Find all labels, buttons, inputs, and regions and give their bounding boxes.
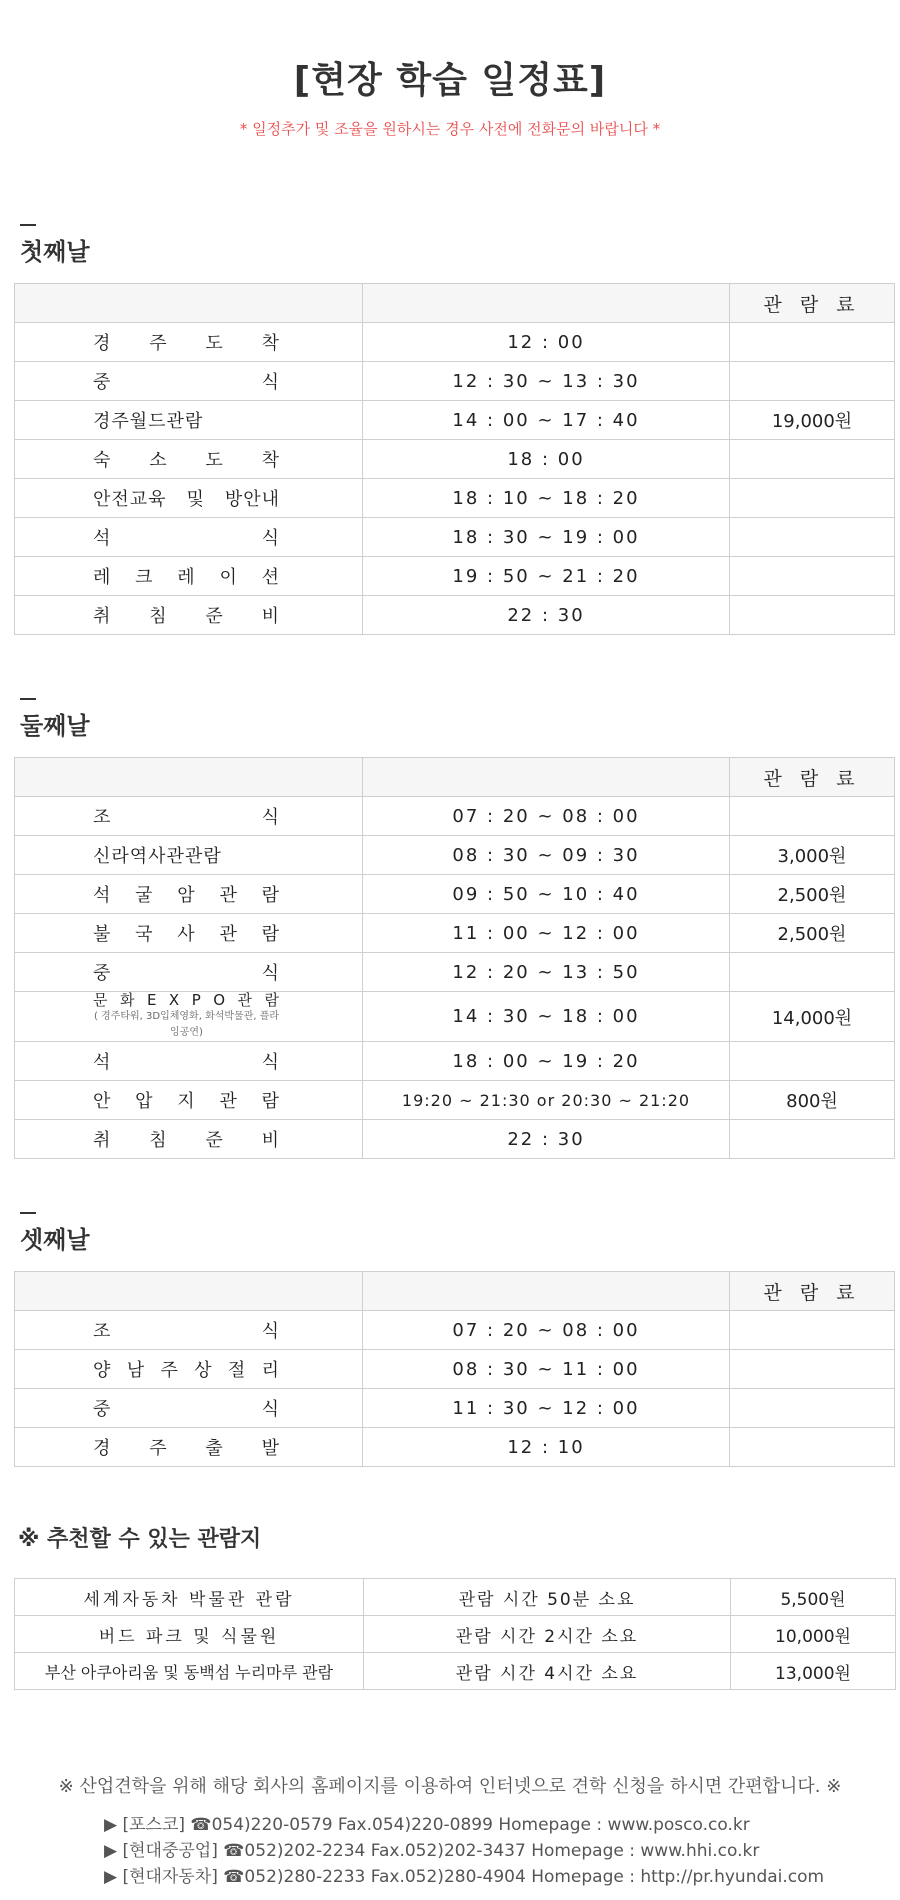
activity-time: 07 : 20 ~ 08 : 00	[363, 1311, 730, 1350]
table-row	[15, 953, 895, 992]
recommend-table	[14, 1578, 896, 1690]
recommend-title: ※ 추천할 수 있는 관람지	[18, 1527, 262, 1552]
section-dash	[20, 1212, 36, 1214]
day-section-3	[14, 1212, 894, 1467]
activity-name: 중 식	[15, 953, 363, 992]
header-cell	[363, 284, 730, 323]
activity-fee: 2,500원	[730, 875, 895, 914]
table-row	[15, 323, 895, 362]
activity-time: 07 : 20 ~ 08 : 00	[363, 797, 730, 836]
table-row	[15, 1350, 895, 1389]
section-dash	[20, 698, 36, 700]
activity-time: 18 : 30 ~ 19 : 00	[363, 518, 730, 557]
activity-time: 19 : 50 ~ 21 : 20	[363, 557, 730, 596]
activity-fee	[730, 518, 895, 557]
activity-time: 12 : 20 ~ 13 : 50	[363, 953, 730, 992]
activity-name: 숙 소 도 착	[15, 440, 363, 479]
table-row	[15, 1120, 895, 1159]
table-row	[15, 557, 895, 596]
activity-time: 22 : 30	[363, 1120, 730, 1159]
activity-name: 안전교육 및 방안내	[15, 479, 363, 518]
activity-fee	[730, 1350, 895, 1389]
activity-fee	[730, 557, 895, 596]
table-row	[15, 1042, 895, 1081]
activity-name: 경 주 도 착	[15, 323, 363, 362]
activity-name: 경주월드관람	[15, 401, 363, 440]
day-section-1	[14, 224, 894, 635]
recommend-fee: 10,000원	[731, 1616, 896, 1653]
header-cell	[15, 758, 363, 797]
activity-time: 11 : 30 ~ 12 : 00	[363, 1389, 730, 1428]
table-row	[15, 914, 895, 953]
activity-fee: 800원	[730, 1081, 895, 1120]
table-row	[15, 401, 895, 440]
contact-hhi: ▶ [현대중공업] ☎052)202-2234 Fax.052)202-3437 Homepage : www.hhi.co.kr	[104, 1841, 760, 1861]
activity-name: 취 침 준 비	[15, 596, 363, 635]
table-header-row	[15, 758, 895, 797]
activity-fee	[730, 1311, 895, 1350]
activity-time: 18 : 00 ~ 19 : 20	[363, 1042, 730, 1081]
contact-list	[104, 1812, 824, 1890]
section-dash	[20, 224, 36, 226]
activity-fee	[730, 1042, 895, 1081]
schedule-table	[14, 757, 895, 1159]
activity-name-main: 문 화 E X P O 관 람	[93, 991, 280, 1009]
table-row	[15, 518, 895, 557]
table-row	[15, 1389, 895, 1428]
activity-time: 22 : 30	[363, 596, 730, 635]
activity-time: 19:20 ~ 21:30 or 20:30 ~ 21:20	[363, 1081, 730, 1120]
contact-posco: ▶ [포스코] ☎054)220-0579 Fax.054)220-0899 Homepage : www.posco.co.kr	[104, 1815, 750, 1835]
activity-time: 18 : 10 ~ 18 : 20	[363, 479, 730, 518]
activity-name: 안 압 지 관 람	[15, 1081, 363, 1120]
recommend-place: 부산 아쿠아리움 및 동백섬 누리마루 관람	[15, 1653, 364, 1690]
table-row	[15, 992, 895, 1042]
activity-time: 14 : 00 ~ 17 : 40	[363, 401, 730, 440]
activity-fee: 3,000원	[730, 836, 895, 875]
contact-hyundai: ▶ [현대자동차] ☎052)280-2233 Fax.052)280-4904 Homepage : http://pr.hyundai.com	[104, 1867, 825, 1887]
activity-name-detail: ( 경주타워, 3D입체영화, 화석박물관, 플라잉공연)	[93, 1011, 280, 1038]
table-row	[15, 1081, 895, 1120]
activity-name: 양 남 주 상 절 리	[15, 1350, 363, 1389]
fee-header: 관 람 료	[730, 284, 895, 323]
fee-header: 관 람 료	[730, 1272, 895, 1311]
schedule-table	[14, 283, 895, 635]
day-section-2	[14, 698, 894, 1159]
activity-time: 08 : 30 ~ 09 : 30	[363, 836, 730, 875]
table-row	[15, 1653, 896, 1690]
activity-name: 경 주 출 발	[15, 1428, 363, 1467]
activity-fee	[730, 479, 895, 518]
table-row	[15, 875, 895, 914]
activity-name: 레 크 레 이 션	[15, 557, 363, 596]
schedule-table	[14, 1271, 895, 1467]
activity-fee: 19,000원	[730, 401, 895, 440]
table-row	[15, 836, 895, 875]
recommend-fee: 5,500원	[731, 1579, 896, 1616]
activity-name: 중 식	[15, 362, 363, 401]
header-cell	[15, 1272, 363, 1311]
page-subtitle: * 일정추가 및 조율을 원하시는 경우 사전에 전화문의 바랍니다 *	[239, 120, 661, 138]
table-row	[15, 362, 895, 401]
footer-notice: ※ 산업견학을 위해 해당 회사의 홈페이지를 이용하여 인터넷으로 견학 신청을 하시면 간편합니다. ※	[58, 1776, 842, 1797]
activity-fee	[730, 596, 895, 635]
activity-name: 석 식	[15, 1042, 363, 1081]
day-title: 첫째날	[20, 238, 90, 266]
activity-name: 신라역사관관람	[15, 836, 363, 875]
activity-name: 조 식	[15, 797, 363, 836]
activity-time: 12 : 10	[363, 1428, 730, 1467]
table-header-row	[15, 1272, 895, 1311]
fee-header: 관 람 료	[730, 758, 895, 797]
table-row	[15, 1616, 896, 1653]
table-row	[15, 1579, 896, 1616]
activity-fee	[730, 1428, 895, 1467]
header-cell	[363, 758, 730, 797]
table-header-row	[15, 284, 895, 323]
day-title: 셋째날	[20, 1226, 90, 1254]
activity-fee: 2,500원	[730, 914, 895, 953]
table-row	[15, 1311, 895, 1350]
activity-fee	[730, 797, 895, 836]
activity-fee	[730, 440, 895, 479]
activity-time: 18 : 00	[363, 440, 730, 479]
activity-name: 석 식	[15, 518, 363, 557]
activity-time: 09 : 50 ~ 10 : 40	[363, 875, 730, 914]
recommend-fee: 13,000원	[731, 1653, 896, 1690]
header-cell	[15, 284, 363, 323]
table-row	[15, 440, 895, 479]
activity-time: 12 : 30 ~ 13 : 30	[363, 362, 730, 401]
recommend-duration: 관람 시간 50분 소요	[364, 1579, 731, 1616]
recommend-duration: 관람 시간 2시간 소요	[364, 1616, 731, 1653]
table-row	[15, 596, 895, 635]
activity-name: 조 식	[15, 1311, 363, 1350]
recommend-place: 세계자동차 박물관 관람	[15, 1579, 364, 1616]
activity-time: 11 : 00 ~ 12 : 00	[363, 914, 730, 953]
activity-fee	[730, 1120, 895, 1159]
day-title: 둘째날	[20, 712, 90, 740]
activity-fee: 14,000원	[730, 992, 895, 1042]
table-row	[15, 1428, 895, 1467]
page-title: [현장 학습 일정표]	[293, 60, 607, 101]
recommend-place: 버드 파크 및 식물원	[15, 1616, 364, 1653]
activity-name: 취 침 준 비	[15, 1120, 363, 1159]
activity-time: 14 : 30 ~ 18 : 00	[363, 992, 730, 1042]
activity-time: 08 : 30 ~ 11 : 00	[363, 1350, 730, 1389]
activity-name: 중 식	[15, 1389, 363, 1428]
activity-name: 불 국 사 관 람	[15, 914, 363, 953]
activity-name	[15, 992, 363, 1042]
recommend-duration: 관람 시간 4시간 소요	[364, 1653, 731, 1690]
activity-fee	[730, 362, 895, 401]
activity-time: 12 : 00	[363, 323, 730, 362]
activity-fee	[730, 323, 895, 362]
activity-fee	[730, 1389, 895, 1428]
table-row	[15, 479, 895, 518]
activity-name: 석 굴 암 관 람	[15, 875, 363, 914]
activity-fee	[730, 953, 895, 992]
header-cell	[363, 1272, 730, 1311]
table-row	[15, 797, 895, 836]
